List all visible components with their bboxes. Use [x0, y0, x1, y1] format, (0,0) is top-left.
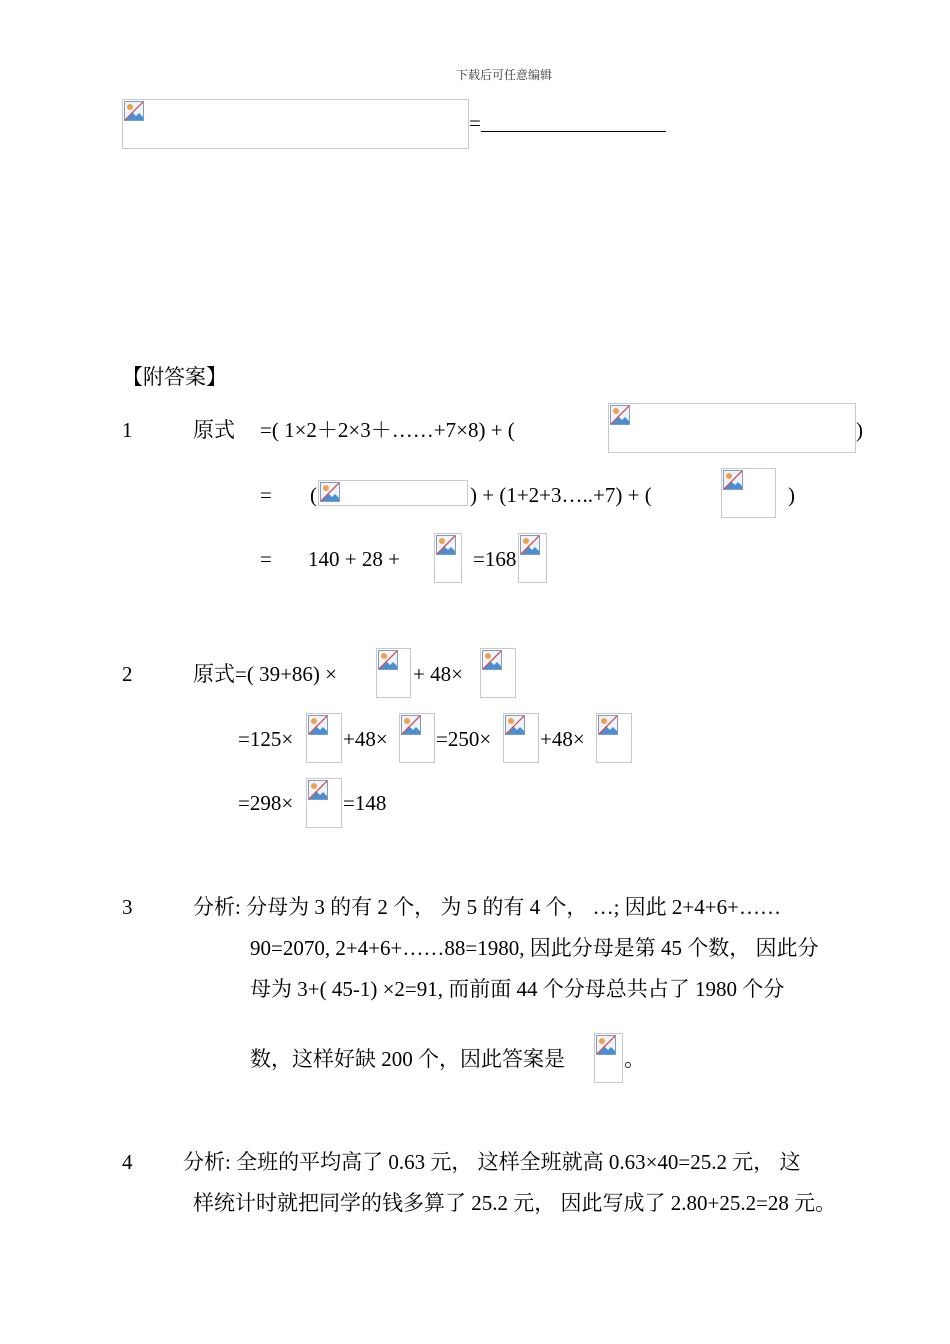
q3-number: 3 — [122, 895, 133, 919]
q2-line2-c: =250× — [436, 727, 492, 751]
image-placeholder — [596, 713, 632, 763]
q1-line1-text: =( 1×2＋2×3＋……+7×8) + ( — [260, 418, 515, 442]
image-placeholder — [306, 713, 342, 763]
q2-number: 2 — [122, 662, 133, 686]
q3-line1: 分析: 分母为 3 的有 2 个， 为 5 的有 4 个， …; 因此 2+4+6+…… — [193, 895, 781, 919]
q4-line1: 分析: 全班的平均高了 0.63 元， 这样全班就高 0.63×40=25.2 元， 这 — [183, 1150, 801, 1174]
broken-image-icon — [596, 1035, 616, 1055]
broken-image-icon — [436, 535, 456, 555]
q1-line3-text: 140 + 28 + — [308, 547, 400, 571]
image-placeholder — [721, 468, 776, 518]
image-placeholder — [318, 480, 468, 506]
broken-image-icon — [378, 650, 398, 670]
image-placeholder — [480, 648, 516, 698]
q2-line2-b: +48× — [343, 727, 388, 751]
q3-line2: 90=2070, 2+4+6+……88=1980, 因此分母是第 45 个数， 因此分 — [250, 936, 819, 960]
q1-line3-result: =168 — [473, 547, 517, 571]
q2-line1-text2: + 48× — [413, 662, 463, 686]
broken-image-icon — [610, 405, 630, 425]
image-placeholder — [594, 1033, 623, 1083]
image-placeholder — [434, 533, 462, 583]
q1-line2-eq: = — [260, 483, 272, 507]
q1-label: 原式 — [193, 418, 235, 442]
broken-image-icon — [482, 650, 502, 670]
broken-image-icon — [308, 715, 328, 735]
answers-title: 【附答案】 — [122, 365, 227, 389]
image-placeholder — [306, 778, 342, 828]
q4-line2: 样统计时就把同学的钱多算了 25.2 元， 因此写成了 2.80+25.2=28 元。 — [193, 1191, 837, 1215]
broken-image-icon — [520, 535, 540, 555]
image-placeholder — [122, 99, 469, 149]
q1-line2-mid: ) + (1+2+3…..+7) + ( — [470, 483, 652, 507]
broken-image-icon — [308, 780, 328, 800]
q1-line2-open: ( — [310, 483, 317, 507]
q1-line3-eq: = — [260, 547, 272, 571]
image-placeholder — [399, 713, 435, 763]
q1-line2-close: ) — [788, 483, 795, 507]
q1-line1-close: ) — [856, 418, 863, 442]
broken-image-icon — [723, 470, 743, 490]
broken-image-icon — [320, 482, 340, 502]
answer-blank-line — [481, 131, 666, 132]
equals-sign: = — [469, 111, 481, 135]
q3-line3: 母为 3+( 45-1) ×2=91, 而前面 44 个分母总共占了 1980 个分 — [250, 977, 785, 1001]
q4-number: 4 — [122, 1150, 133, 1174]
q2-line1-text: 原式=( 39+86) × — [193, 662, 338, 686]
q2-line3-b: =148 — [343, 791, 387, 815]
page-header-note: 下载后可任意编辑 — [456, 68, 553, 82]
broken-image-icon — [124, 101, 144, 121]
q3-line4: 数，这样好缺 200 个，因此答案是 — [250, 1047, 565, 1071]
image-placeholder — [376, 648, 411, 698]
q2-line3-a: =298× — [238, 791, 294, 815]
q2-line2-d: +48× — [540, 727, 585, 751]
q2-line2-a: =125× — [238, 727, 294, 751]
image-placeholder — [503, 713, 539, 763]
broken-image-icon — [401, 715, 421, 735]
image-placeholder — [518, 533, 547, 583]
broken-image-icon — [505, 715, 525, 735]
q1-number: 1 — [122, 418, 133, 442]
q3-line4-end: 。 — [624, 1047, 645, 1071]
image-placeholder — [608, 403, 856, 453]
broken-image-icon — [598, 715, 618, 735]
